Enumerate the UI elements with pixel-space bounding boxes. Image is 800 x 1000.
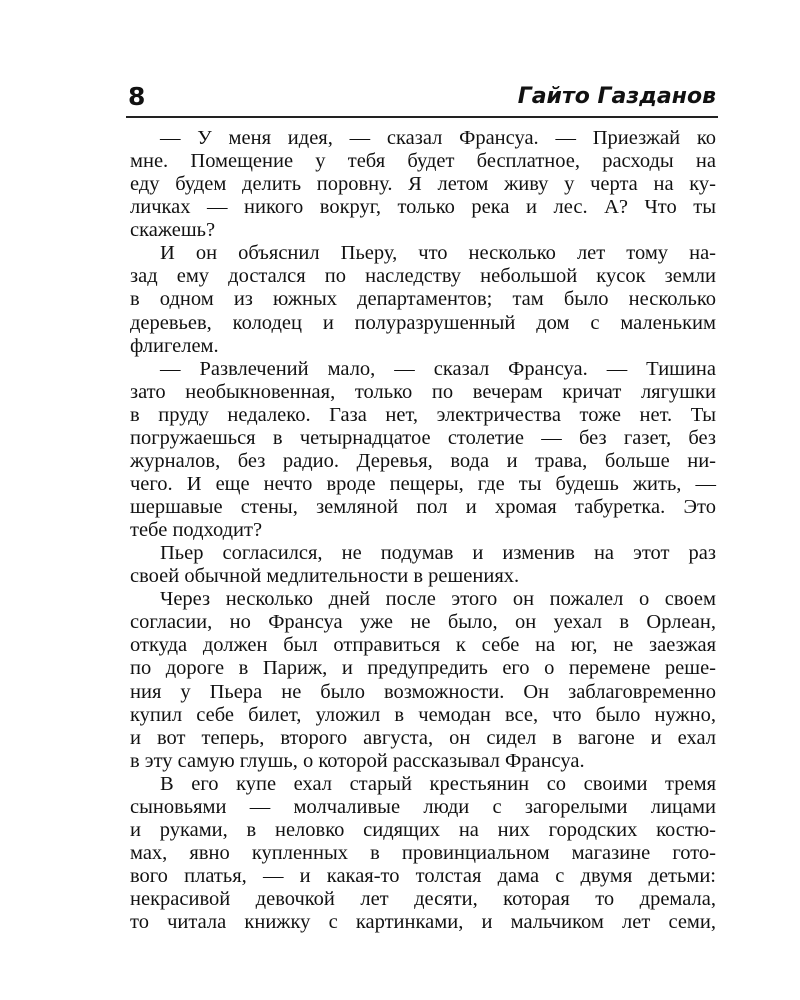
text-line: флигелем. — [130, 334, 219, 357]
text-line: чего. И еще нечто вроде пещеры, где ты будешь жить, — — [130, 472, 716, 495]
text-line: журналов, без радио. Деревья, вода и трава, больше ни- — [130, 449, 716, 472]
text-line: купил себе билет, уложил в чемодан все, что было нужно, — [130, 703, 716, 726]
text-line: зато необыкновенная, только по вечерам кричат лягушки — [130, 380, 716, 403]
text-line: ния у Пьера не было возможности. Он заблаговременно — [130, 680, 716, 703]
text-line: шершавые стены, земляной пол и хромая табуретка. Это — [130, 496, 716, 518]
text-line: И он объяснил Пьеру, что несколько лет тому на- — [160, 242, 716, 265]
text-line: Пьер согласился, не подумав и изменив на этот раз — [160, 542, 716, 565]
page-header — [128, 82, 718, 116]
text-line: откуда должен был отправиться к себе на юг, не заезжая — [130, 634, 716, 657]
text-line: в пруду недалеко. Газа нет, электричества тоже нет. Ты — [130, 403, 716, 426]
text-line: по дороге в Париж, и предупредить его о перемене реше- — [130, 657, 716, 680]
text-line: еду будем делить поровну. Я летом живу у черта на ку- — [130, 173, 716, 196]
text-line: В его купе ехал старый крестьянин со своими тремя — [160, 772, 716, 795]
text-line: согласии, но Франсуа уже не было, он уехал в Орлеан, — [130, 611, 716, 634]
text-line: своей обычной медлительности в решениях. — [130, 565, 520, 588]
text-line: личках — никого вокруг, только река и лес. А? Что ты — [130, 196, 716, 219]
page-number: 8 — [128, 82, 146, 111]
text-line: и вот теперь, второго августа, он сидел в вагоне и ехал — [130, 726, 716, 749]
text-line: Через несколько дней после этого он пожалел о своем — [160, 588, 716, 611]
text-line: некрасивой девочкой лет десяти, которая то дремала, — [130, 888, 716, 911]
header-rule — [126, 116, 718, 118]
text-line: погружаешься в четырнадцатое столетие — без газет, без — [130, 426, 716, 449]
text-line: зад ему достался по наследству небольшой кусок земли — [130, 265, 716, 288]
text-line: деревьев, колодец и полуразрушенный дом с маленьким — [130, 311, 716, 334]
text-line: мне. Помещение у тебя будет бесплатное, расходы на — [130, 150, 716, 173]
text-line: в одном из южных департаментов; там было несколько — [130, 288, 716, 311]
text-line: мах, явно купленных в провинциальном магазине гото- — [130, 841, 716, 864]
text-line: и руками, в неловко сидящих на них городских костю- — [130, 818, 716, 841]
body-text — [130, 127, 716, 934]
text-line: — У меня идея, — сказал Франсуа. — Приезжай ко — [160, 127, 716, 149]
text-line: в эту самую глушь, о которой рассказывал Франсуа. — [130, 749, 585, 772]
text-line: — Развлечений мало, — сказал Франсуа. — Тишина — [160, 357, 716, 380]
text-line: скажешь? — [130, 219, 216, 242]
text-line: вого платья, — и какая-то толстая дама с двумя детьми: — [130, 865, 716, 887]
running-head-author: Гайто Газданов — [517, 84, 716, 109]
text-line: то читала книжку с картинками, и мальчиком лет семи, — [130, 911, 716, 934]
text-line: тебе подходит? — [130, 519, 263, 542]
text-line: сыновьями — молчаливые люди с загорелыми лицами — [130, 795, 716, 818]
